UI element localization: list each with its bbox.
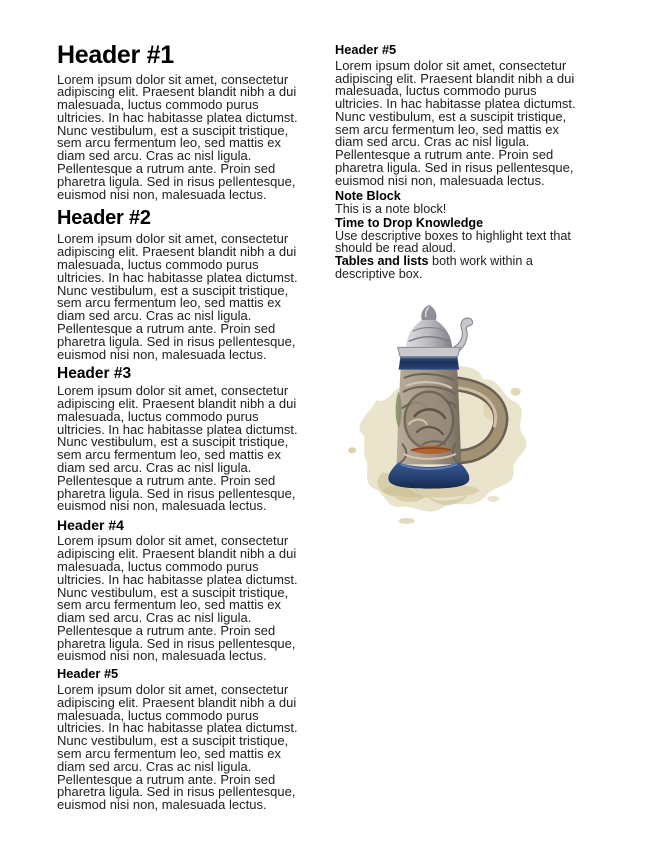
two-column-layout (57, 40, 585, 814)
header-3-title: Header #3 (57, 365, 132, 383)
section-header-3 (57, 365, 307, 513)
header-5-right-title: Header #5 (335, 42, 397, 57)
stein-top-band (399, 356, 460, 370)
note-block-label: Note Block (335, 188, 401, 203)
note-block-text: This is a note block! (335, 201, 447, 216)
header-4-title: Header #4 (57, 517, 124, 534)
stein-lid (398, 305, 473, 356)
tables-note (335, 255, 585, 281)
header-1-title: Header #1 (57, 41, 174, 69)
knowledge-block-label: Time to Drop Knowledge (335, 215, 484, 230)
right-column (335, 40, 585, 814)
header-5-right-paragraph: Lorem ipsum dolor sit amet, consectetur adipiscing elit. Praesent blandit nibh a dui malesuada, luctus commodo purus ultricies. In hac habitasse platea dictumst. Nunc vestibulum, est a suscipit tristique, sem arcu fermentum leo, sed mattis ex diam sed arcu. Cras ac nisl ligula. Pellentesque a rutrum ante. Proin sed pharetra ligula. Sed in risus pellentesque, euismod nisi non, malesuada lectus. (335, 57, 576, 188)
beer-stein-illustration (339, 303, 547, 531)
beer-stein-figure (339, 303, 547, 531)
section-header-4 (57, 517, 307, 663)
header-3-paragraph: Lorem ipsum dolor sit amet, consectetur adipiscing elit. Praesent blandit nibh a dui malesuada, luctus commodo purus ultricies. In hac habitasse platea dictumst. Nunc vestibulum, est a suscipit tristique, sem arcu fermentum leo, sed mattis ex diam sed arcu. Cras ac nisl ligula. Pellentesque a rutrum ante. Proin sed pharetra ligula. Sed in risus pellentesque, euismod nisi non, malesuada lectus. (57, 383, 298, 514)
header-5-left-title: Header #5 (57, 666, 119, 682)
knowledge-block-text: Use descriptive boxes to highlight text that should be read aloud. (335, 228, 571, 256)
header-5-left-paragraph: Lorem ipsum dolor sit amet, consectetur adipiscing elit. Praesent blandit nibh a dui malesuada, luctus commodo purus ultricies. In hac habitasse platea dictumst. Nunc vestibulum, est a suscipit tristique, sem arcu fermentum leo, sed mattis ex diam sed arcu. Cras ac nisl ligula. Pellentesque a rutrum ante. Proin sed pharetra ligula. Sed in risus pellentesque, euismod nisi non, malesuada lectus. (57, 681, 298, 813)
section-header-5-left (57, 667, 307, 812)
knowledge-block (335, 217, 585, 256)
section-header-2 (57, 206, 307, 361)
header-4-paragraph: Lorem ipsum dolor sit amet, consectetur adipiscing elit. Praesent blandit nibh a dui malesuada, luctus commodo purus ultricies. In hac habitasse platea dictumst. Nunc vestibulum, est a suscipit tristique, sem arcu fermentum leo, sed mattis ex diam sed arcu. Cras ac nisl ligula. Pellentesque a rutrum ante. Proin sed pharetra ligula. Sed in risus pellentesque, euismod nisi non, malesuada lectus. (57, 533, 298, 664)
header-2-paragraph: Lorem ipsum dolor sit amet, consectetur adipiscing elit. Praesent blandit nibh a dui malesuada, luctus commodo purus ultricies. In hac habitasse platea dictumst. Nunc vestibulum, est a suscipit tristique, sem arcu fermentum leo, sed mattis ex diam sed arcu. Cras ac nisl ligula. Pellentesque a rutrum ante. Proin sed pharetra ligula. Sed in risus pellentesque, euismod nisi non, malesuada lectus. (57, 231, 298, 362)
section-header-1 (57, 40, 307, 201)
tables-note-rest: both work within a descriptive box. (335, 254, 533, 282)
header-2-title: Header #2 (57, 207, 151, 230)
section-header-5-right (335, 43, 585, 188)
left-column (57, 40, 307, 814)
header-1-paragraph: Lorem ipsum dolor sit amet, consectetur adipiscing elit. Praesent blandit nibh a dui malesuada, luctus commodo purus ultricies. In hac habitasse platea dictumst. Nunc vestibulum, est a suscipit tristique, sem arcu fermentum leo, sed mattis ex diam sed arcu. Cras ac nisl ligula. Pellentesque a rutrum ante. Proin sed pharetra ligula. Sed in risus pellentesque, euismod nisi non, malesuada lectus. (57, 71, 298, 202)
note-block (335, 190, 585, 216)
tables-note-bold: Tables and lists (335, 254, 429, 269)
